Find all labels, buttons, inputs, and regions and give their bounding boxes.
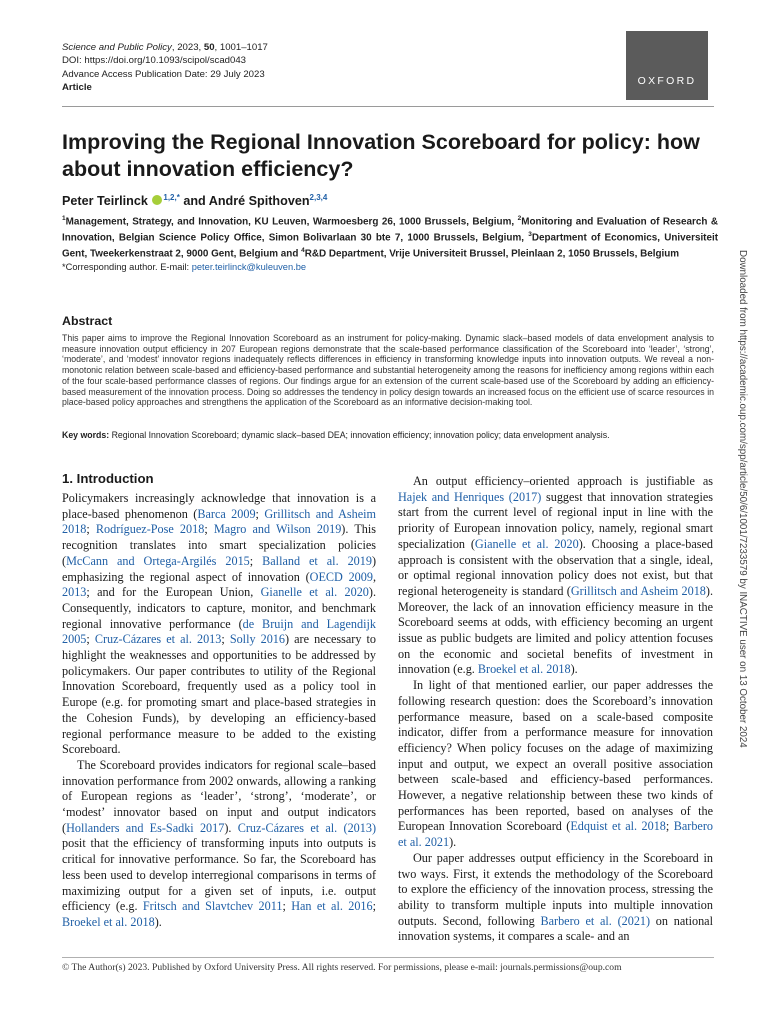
citation-link[interactable]: Barca 2009 [197, 506, 256, 521]
citation-link[interactable]: Hajek and Henriques (2017) [398, 489, 542, 504]
article-meta [62, 41, 268, 95]
doi[interactable]: DOI: https://doi.org/10.1093/scipol/scad043 [62, 55, 246, 67]
paragraph: The Scoreboard provides indicators for regional scale–based innovation performance from 2002 onwards, allowing a ranking of European regions as ‘leader’, ‘strong’, ‘moderate’, or ‘modest’ innovator based on input and output indicators (Hollanders and Es-Sadki 2017). Cruz-Cázares et al. (2013) posit that the efficiency of transforming inputs into outputs is critical for innovative performance. So far, the Scoreboard has less been used to develop interregional comparisons in terms of maximizing output for a given set of inputs, i.e. output efficiency (e.g. Fritsch and Slavtchev 2011; Han et al. 2016; Broekel et al. 2018). [62, 757, 377, 929]
citation-link[interactable]: Fritsch and Slavtchev 2011 [142, 899, 283, 914]
orcid-icon[interactable] [152, 195, 162, 205]
citation-link[interactable]: McCann and Ortega-Argilés 2015 [66, 553, 250, 568]
citation-link[interactable]: Grillitsch and Asheim 2018 [570, 583, 706, 598]
affiliation-3: Department of Economics, Universiteit Gent, Tweekerkenstraat 2, 9000 Gent, Belgium and [62, 232, 718, 260]
affiliation-4: R&D Department, Vrije Universiteit Brussel, Pleinlaan 2, 1050 Brussels, Belgium [304, 248, 680, 260]
citation-link[interactable]: Broekel et al. 2018 [62, 914, 155, 929]
citation-link[interactable]: Cruz-Cázares et al. (2013) [237, 820, 376, 835]
volume: 50 [203, 42, 215, 53]
citation-link[interactable]: Solly 2016 [229, 632, 285, 647]
author-1-affiliations[interactable]: 1,2,* [163, 193, 180, 202]
body-column-left [62, 491, 376, 931]
citation-link[interactable]: Barbero et al. (2021) [540, 913, 651, 928]
citation-link[interactable]: Cruz-Cázares et al. 2013 [94, 632, 222, 647]
citation-link[interactable]: Han et al. 2016 [291, 899, 373, 914]
affiliations: $^1$Management, Strategy, and Innovation, KU Leuven, Warmoesberg 26, 1000 Brussels, Belgium, $^2$Monitoring and Evaluation of Research & Innovation, Belgian Science Policy Office, Simon Bolivarlaan 30 bte 7, 1000 Brussels, Belgium, $^3$Department of Economics, Universiteit Gent, Tweekerkenstraat 2, 9000 Gent, Belgium and $^4$R&D Department, Vrije Universiteit Brussel, Pleinlaan 2, 1050 Brussels, Belgium [62, 215, 718, 260]
paragraph: Our paper addresses output efficiency in the Scoreboard in two ways. First, it extends the methodology of the Scoreboard to explore the efficiency of the innovation process, stressing the ability to transform multiple inputs into multiple innovation outputs. Second, following Barbero et al. (2021) on national innovation systems, it compares a scale- and an [398, 850, 713, 944]
affiliation-1: Management, Strategy, and Innovation, KU Leuven, Warmoesberg 26, 1000 Brussels, Belgium, [65, 216, 518, 228]
citation-link[interactable]: Broekel et al. 2018 [477, 662, 571, 677]
article-title: Improving the Regional Innovation Scoreboard for policy: how about innovation efficiency? [62, 130, 700, 181]
abstract-text: This paper aims to improve the Regional Innovation Scoreboard as an instrument for policy-making. Dynamic slack–based models of data envelopment analysis to measure innovation output efficiency in 207 European regions demonstrate that the scale-based performance classification of the Scoreboard into ‘leader’, ‘strong’, ‘moderate’, and ‘modest’ innovator regions inadequately reflects differences in efficiency in transforming knowledge inputs into innovation outputs. We reveal a non-monotonic relation between scale-based and efficiency-based performance and substantial heterogeneity among the reasons for inefficiency among regions within each of the four scale-based performance classes of regions. Our findings argue for an extension of the current scale-based use of the Scoreboard by adding an efficiency-based measurement of the innovation process. Doing so addresses the tendency in policy design towards an increased focus on the efficient use of scarce resources in place-based policy approaches and strengthens the application of the Scoreboard as an informative decision-making tool. [62, 333, 714, 408]
author-separator: and [179, 194, 209, 209]
citation-link[interactable]: Gianelle et al. 2020 [474, 536, 579, 551]
affiliation-2: Monitoring and Evaluation of Research & Innovation, Belgian Science Policy Office, Simon Bolivarlaan 30 bte 7, 1000 Brussels, Belgium, [62, 216, 718, 244]
copyright-footer: © The Author(s) 2023. Published by Oxford University Press. All rights reserved. For permissions, please e-mail: journals.permissions@oup.com [62, 962, 622, 973]
citation-link[interactable]: Edquist et al. 2018 [570, 819, 666, 834]
download-watermark: Downloaded from https://academic.oup.com/spp/article/50/6/1001/7233579 by INACTIVE user on 13 October 2024 [737, 250, 748, 748]
section-heading-introduction: 1. Introduction [62, 471, 154, 486]
journal-name: Science and Public Policy [62, 42, 172, 53]
publication-date: Advance Access Publication Date: 29 July 2023 [62, 68, 265, 80]
keywords-list: Regional Innovation Scoreboard; dynamic slack–based DEA; innovation efficiency; innovation policy; data envelopment analysis. [109, 430, 610, 440]
paragraph: In light of that mentioned earlier, our paper addresses the following research question: does the Scoreboard’s innovation performance measure, based on a scale-based composite indicator, differ from a performance measure for innovation efficiency? When policy focuses on the adage of maximizing input and output, we expect an overall positive association between scale-based and efficiency-based performances. However, a negative relationship between these two kinds of performances has been reported, based on analyses of the European Innovation Scoreboard (Edquist et al. 2018; Barbero et al. 2021). [398, 678, 713, 850]
author-2-affiliations[interactable]: 2,3,4 [309, 193, 328, 202]
citation-link[interactable]: de Bruijn and Lagendijk 2005 [62, 616, 376, 647]
citation-link[interactable]: Rodríguez-Pose 2018 [95, 522, 205, 537]
author-list [62, 193, 327, 208]
citation-link[interactable]: Grillitsch and Asheim 2018 [62, 506, 377, 537]
page-range: , 1001–1017 [214, 42, 268, 53]
corresponding-email-link[interactable]: peter.teirlinck@kuleuven.be [191, 262, 307, 272]
citation-link[interactable]: OECD 2009 [309, 569, 373, 584]
citation-link[interactable]: Hollanders and Es-Sadki 2017 [66, 820, 225, 835]
abstract-heading: Abstract [62, 314, 113, 328]
citation-link[interactable]: Gianelle et al. 2020 [260, 585, 369, 600]
citation-link[interactable]: Magro and Wilson 2019 [213, 522, 342, 537]
article-type: Article [62, 82, 92, 94]
citation-link[interactable]: Balland et al. 2019 [262, 553, 372, 568]
paragraph: Policymakers increasingly acknowledge that innovation is a place-based phenomenon (Barca 2009; Grillitsch and Asheim 2018; Rodríguez-Pose 2018; Magro and Wilson 2019). This recognition translates into smart specialization policies (McCann and Ortega-Argilés 2015; Balland et al. 2019) emphasizing the regional aspect of innovation (OECD 2009, 2013; and for the European Union, Gianelle et al. 2020). Consequently, indicators to capture, monitor, and benchmark regional innovative performance (de Bruijn and Lagendijk 2005; Cruz-Cázares et al. 2013; Solly 2016) are necessary to highlight the weaknesses and opportunities to be addressed by policymakers. Our paper contributes to utility of the Regional Innovation Scoreboard, frequently used as a policy tool in Europe (e.g. for promoting smart and place-based strategies in the Cohesion Funds), by developing an efficiency-based regional performance measure to be added to the existing Scoreboard. [62, 491, 377, 757]
author-2[interactable]: André Spithoven [208, 194, 310, 209]
keywords-label: Key words: [62, 430, 110, 440]
header-divider [62, 106, 714, 107]
citation-link[interactable]: Barbero et al. 2021 [398, 819, 713, 850]
footer-divider [62, 957, 714, 958]
corresponding-author [62, 262, 306, 272]
citation-year: , 2023, [171, 42, 204, 53]
journal-citation [62, 41, 268, 54]
body-column-right [398, 474, 713, 945]
paragraph: An output efficiency–oriented approach is justifiable as Hajek and Henriques (2017) suggest that innovation strategies start from the current level of regional input in line with the priority of European innovation policy, namely, regional smart specialization (Gianelle et al. 2020). Choosing a place-based approach is consistent with the observation that a single, ideal, or optimal regional innovation policy does not exist, but that regional heterogeneity is standard (Grillitsch and Asheim 2018). Moreover, the lack of an innovation efficiency measure in the Scoreboard seems at odds, with efficiency becoming an urgent issue as public budgets are limited and policy attention focuses on the economic and societal benefits of investment in innovation (e.g. Broekel et al. 2018). [398, 474, 714, 677]
author-1[interactable]: Peter Teirlinck [62, 194, 148, 209]
logo-text: OXFORD [637, 75, 697, 87]
corresponding-label: *Corresponding author. E-mail: [62, 262, 192, 272]
oxford-logo[interactable] [626, 31, 708, 100]
citation-link[interactable]: 2013 [62, 585, 87, 600]
keywords [62, 430, 714, 440]
